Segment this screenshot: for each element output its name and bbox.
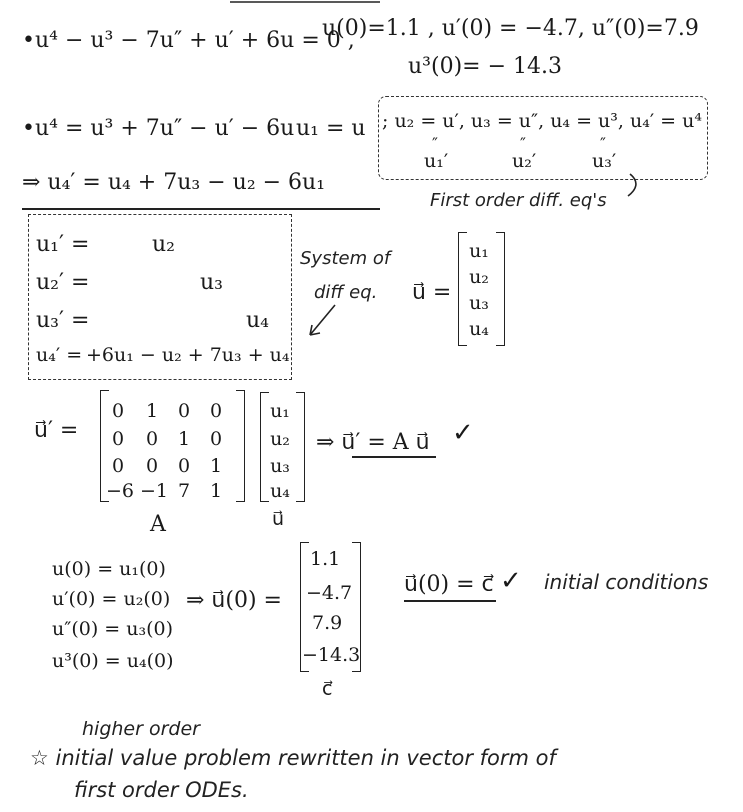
- ode-equation: •u⁴ − u³ − 7u″ + u′ + 6u = 0 ,: [22, 28, 355, 53]
- matrix-form-result: ⇒ u⃗′ = A u⃗: [316, 430, 430, 455]
- matrix-cell: 1: [209, 455, 223, 477]
- ic-vector-cell-4: −14.3: [302, 644, 361, 666]
- matrix-cell: 1: [145, 400, 159, 422]
- state-vector-cell-1: u₁: [469, 240, 489, 262]
- system-note-line2: diff eq.: [314, 282, 378, 303]
- ic-map-line2: u′(0) = u₂(0): [52, 588, 171, 610]
- vector-cell-3: u₃: [270, 455, 290, 477]
- system-row2-rhs: u₃: [200, 270, 223, 295]
- substitution-mark-3: ″: [600, 134, 606, 153]
- state-vector-bracket-right: [496, 232, 505, 346]
- state-vector-label: u⃗ =: [412, 280, 452, 305]
- ic-vector-cell-2: −4.7: [306, 582, 353, 604]
- initial-conditions-line2: u³(0)= − 14.3: [408, 54, 562, 79]
- matrix-cell: 0: [145, 455, 159, 477]
- matrix-cell: 0: [111, 455, 125, 477]
- footer-line1: ☆ initial value problem rewritten in vector form of: [30, 746, 556, 770]
- substitution-derivative-2: u₂′: [512, 150, 537, 172]
- derived-equation: ⇒ u₄′ = u₄ + 7u₃ − u₂ − 6u₁: [22, 170, 326, 195]
- system-row1-lhs: u₁′ =: [36, 232, 90, 257]
- state-vector-bracket-left: [458, 232, 467, 346]
- vector-cell-4: u₄: [270, 480, 290, 502]
- ic-check-icon: ✓: [500, 566, 522, 596]
- substitution-derivative-3: u₃′: [592, 150, 617, 172]
- system-row3-rhs: u₄: [246, 308, 269, 333]
- system-note-line1: System of: [300, 248, 391, 269]
- substitution-mark-1: ″: [432, 134, 438, 153]
- system-row2-lhs: u₂′ =: [36, 270, 90, 295]
- footer-line0: higher order: [82, 718, 200, 740]
- ic-map-line4: u³(0) = u₄(0): [52, 650, 174, 672]
- matrix-cell: 0: [209, 400, 223, 422]
- substitution-box-line1: ; u₂ = u′, u₃ = u″, u₄ = u³, u₄′ = u⁴: [382, 110, 702, 132]
- footer-line2: first order ODEs.: [74, 778, 249, 802]
- matrix-cell: 0: [177, 455, 191, 477]
- ic-vector-label-c: c⃗: [322, 678, 333, 700]
- section-divider: [22, 208, 380, 210]
- substitution-mark-2: ″: [520, 134, 526, 153]
- matrix-cell: 1: [209, 480, 223, 502]
- matrix-cell: 0: [209, 428, 223, 450]
- matrix-cell: −1: [140, 480, 169, 502]
- ic-vector-cell-3: 7.9: [312, 612, 343, 634]
- matrix-cell: 0: [111, 428, 125, 450]
- ic-vector-cell-1: 1.1: [310, 548, 341, 570]
- system-row4-lhs: u₄′ =: [36, 344, 83, 366]
- matrix-cell: 0: [177, 400, 191, 422]
- system-row3-lhs: u₃′ =: [36, 308, 90, 333]
- matrix-bracket-right: [236, 390, 245, 502]
- substitution-u1: u₁ = u: [296, 116, 366, 141]
- matrix-cell: 0: [111, 400, 125, 422]
- state-vector-cell-2: u₂: [469, 266, 489, 288]
- matrix-cell: 7: [177, 480, 191, 502]
- state-vector-cell-4: u₄: [469, 318, 489, 340]
- matrix-cell: 1: [177, 428, 191, 450]
- matrix-cell: −6: [106, 480, 135, 502]
- vector-cell-2: u₂: [270, 428, 290, 450]
- rearranged-equation: •u⁴ = u³ + 7u″ − u′ − 6u: [22, 116, 295, 141]
- box-note: First order diff. eq's: [430, 190, 607, 211]
- check-icon: ✓: [452, 418, 474, 448]
- matrix-cell: 0: [145, 428, 159, 450]
- substitution-derivative-1: u₁′: [424, 150, 449, 172]
- state-vector-cell-3: u₃: [469, 292, 489, 314]
- arrow-system-note: [310, 305, 335, 335]
- vector-label-u: u⃗: [272, 508, 285, 530]
- matrix-form-lhs: u⃗′ =: [34, 418, 79, 443]
- matrix-label-A: A: [150, 512, 166, 537]
- vector-bracket-right: [296, 392, 305, 502]
- ic-result: u⃗(0) = c⃗: [404, 572, 494, 597]
- vector-cell-1: u₁: [270, 400, 290, 422]
- initial-conditions-line1: u(0)=1.1 , u′(0) = −4.7, u″(0)=7.9: [322, 16, 699, 41]
- ic-map-line1: u(0) = u₁(0): [52, 558, 166, 580]
- ic-result-underline: [404, 600, 496, 602]
- system-row1-rhs: u₂: [152, 232, 175, 257]
- ic-vector-lhs: ⇒ u⃗(0) =: [186, 588, 282, 613]
- system-row4-rhs: +6u₁ − u₂ + 7u₃ + u₄: [86, 344, 290, 366]
- ic-map-line3: u″(0) = u₃(0): [52, 618, 174, 640]
- matrix-form-underline: [352, 456, 436, 458]
- ic-note: initial conditions: [544, 570, 709, 594]
